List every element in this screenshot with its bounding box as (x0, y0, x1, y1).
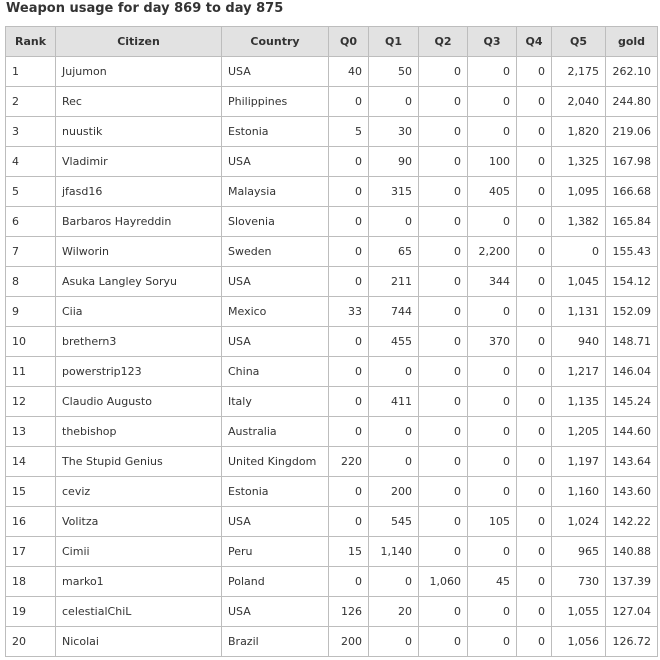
q1-cell: 0 (369, 417, 419, 447)
q2-cell: 0 (419, 627, 468, 657)
q4-cell: 0 (517, 57, 552, 87)
q1-cell: 50 (369, 57, 419, 87)
q3-cell: 105 (468, 507, 517, 537)
q4-cell: 0 (517, 567, 552, 597)
gold-cell: 152.09 (606, 297, 658, 327)
q2-cell: 0 (419, 597, 468, 627)
q0-cell: 0 (329, 87, 369, 117)
q3-cell: 0 (468, 87, 517, 117)
citizen-cell: ceviz (56, 477, 222, 507)
q5-cell: 1,024 (552, 507, 606, 537)
citizen-cell: Wilworin (56, 237, 222, 267)
q4-cell: 0 (517, 477, 552, 507)
country-cell: USA (222, 327, 329, 357)
gold-cell: 143.60 (606, 477, 658, 507)
rank-cell: 17 (6, 537, 56, 567)
rank-cell: 4 (6, 147, 56, 177)
q4-cell: 0 (517, 117, 552, 147)
rank-cell: 6 (6, 207, 56, 237)
citizen-cell: Volitza (56, 507, 222, 537)
q0-cell: 0 (329, 237, 369, 267)
table-row (6, 207, 658, 237)
q3-cell: 370 (468, 327, 517, 357)
gold-cell: 137.39 (606, 567, 658, 597)
q2-cell: 0 (419, 177, 468, 207)
gold-cell: 144.60 (606, 417, 658, 447)
country-cell: Brazil (222, 627, 329, 657)
table-row (6, 417, 658, 447)
country-cell: USA (222, 597, 329, 627)
citizen-cell: thebishop (56, 417, 222, 447)
q3-cell: 0 (468, 537, 517, 567)
country-cell: USA (222, 147, 329, 177)
gold-cell: 148.71 (606, 327, 658, 357)
table-row (6, 477, 658, 507)
gold-cell: 142.22 (606, 507, 658, 537)
country-cell: USA (222, 507, 329, 537)
q1-cell: 0 (369, 447, 419, 477)
q0-cell: 15 (329, 537, 369, 567)
country-cell: Italy (222, 387, 329, 417)
q1-cell: 90 (369, 147, 419, 177)
q2-cell: 0 (419, 537, 468, 567)
column-header-q5: Q5 (552, 27, 606, 57)
table-row (6, 147, 658, 177)
table-row (6, 567, 658, 597)
q2-cell: 0 (419, 87, 468, 117)
q2-cell: 0 (419, 237, 468, 267)
q5-cell: 940 (552, 327, 606, 357)
citizen-cell: Jujumon (56, 57, 222, 87)
q3-cell: 344 (468, 267, 517, 297)
q5-cell: 1,325 (552, 147, 606, 177)
table-row (6, 387, 658, 417)
q3-cell: 0 (468, 447, 517, 477)
citizen-cell: marko1 (56, 567, 222, 597)
q0-cell: 40 (329, 57, 369, 87)
q0-cell: 0 (329, 267, 369, 297)
country-cell: Sweden (222, 237, 329, 267)
table-row (6, 267, 658, 297)
q5-cell: 965 (552, 537, 606, 567)
rank-cell: 18 (6, 567, 56, 597)
q1-cell: 30 (369, 117, 419, 147)
q3-cell: 0 (468, 387, 517, 417)
q2-cell: 0 (419, 387, 468, 417)
citizen-cell: Claudio Augusto (56, 387, 222, 417)
q4-cell: 0 (517, 177, 552, 207)
table-row (6, 627, 658, 657)
q1-cell: 545 (369, 507, 419, 537)
q2-cell: 0 (419, 207, 468, 237)
q2-cell: 0 (419, 417, 468, 447)
q0-cell: 126 (329, 597, 369, 627)
q1-cell: 65 (369, 237, 419, 267)
q2-cell: 0 (419, 147, 468, 177)
country-cell: Malaysia (222, 177, 329, 207)
column-header-q3: Q3 (468, 27, 517, 57)
q1-cell: 20 (369, 597, 419, 627)
q1-cell: 0 (369, 627, 419, 657)
q3-cell: 0 (468, 417, 517, 447)
citizen-cell: Rec (56, 87, 222, 117)
q2-cell: 0 (419, 507, 468, 537)
gold-cell: 219.06 (606, 117, 658, 147)
country-cell: Estonia (222, 477, 329, 507)
q5-cell: 1,217 (552, 357, 606, 387)
q2-cell: 0 (419, 267, 468, 297)
table-body (6, 57, 658, 657)
q5-cell: 1,131 (552, 297, 606, 327)
q4-cell: 0 (517, 507, 552, 537)
q3-cell: 2,200 (468, 237, 517, 267)
rank-cell: 7 (6, 237, 56, 267)
q2-cell: 0 (419, 327, 468, 357)
q5-cell: 2,175 (552, 57, 606, 87)
q5-cell: 1,045 (552, 267, 606, 297)
q3-cell: 0 (468, 57, 517, 87)
gold-cell: 167.98 (606, 147, 658, 177)
rank-cell: 1 (6, 57, 56, 87)
q3-cell: 0 (468, 357, 517, 387)
rank-cell: 19 (6, 597, 56, 627)
q3-cell: 0 (468, 597, 517, 627)
q2-cell: 0 (419, 117, 468, 147)
gold-cell: 244.80 (606, 87, 658, 117)
q3-cell: 405 (468, 177, 517, 207)
table-row (6, 357, 658, 387)
q0-cell: 0 (329, 507, 369, 537)
rank-cell: 3 (6, 117, 56, 147)
q4-cell: 0 (517, 417, 552, 447)
weapon-usage-table (5, 26, 658, 657)
country-cell: Estonia (222, 117, 329, 147)
q1-cell: 0 (369, 207, 419, 237)
column-header-q0: Q0 (329, 27, 369, 57)
q0-cell: 220 (329, 447, 369, 477)
country-cell: Poland (222, 567, 329, 597)
gold-cell: 140.88 (606, 537, 658, 567)
q1-cell: 200 (369, 477, 419, 507)
q3-cell: 45 (468, 567, 517, 597)
table-row (6, 237, 658, 267)
rank-cell: 9 (6, 297, 56, 327)
q5-cell: 1,197 (552, 447, 606, 477)
country-cell: USA (222, 267, 329, 297)
q4-cell: 0 (517, 387, 552, 417)
rank-cell: 12 (6, 387, 56, 417)
column-header-q4: Q4 (517, 27, 552, 57)
q1-cell: 211 (369, 267, 419, 297)
column-header-gold: gold (606, 27, 658, 57)
table-row (6, 327, 658, 357)
gold-cell: 145.24 (606, 387, 658, 417)
q3-cell: 0 (468, 477, 517, 507)
q0-cell: 0 (329, 417, 369, 447)
citizen-cell: brethern3 (56, 327, 222, 357)
q4-cell: 0 (517, 537, 552, 567)
citizen-cell: The Stupid Genius (56, 447, 222, 477)
q5-cell: 1,056 (552, 627, 606, 657)
q0-cell: 200 (329, 627, 369, 657)
q5-cell: 1,055 (552, 597, 606, 627)
q3-cell: 0 (468, 207, 517, 237)
q4-cell: 0 (517, 87, 552, 117)
q0-cell: 0 (329, 357, 369, 387)
q0-cell: 0 (329, 387, 369, 417)
citizen-cell: jfasd16 (56, 177, 222, 207)
q1-cell: 1,140 (369, 537, 419, 567)
q1-cell: 0 (369, 87, 419, 117)
table-row (6, 447, 658, 477)
q3-cell: 100 (468, 147, 517, 177)
q5-cell: 1,135 (552, 387, 606, 417)
q4-cell: 0 (517, 147, 552, 177)
q4-cell: 0 (517, 597, 552, 627)
citizen-cell: Cimii (56, 537, 222, 567)
gold-cell: 126.72 (606, 627, 658, 657)
q2-cell: 1,060 (419, 567, 468, 597)
q1-cell: 0 (369, 357, 419, 387)
rank-cell: 14 (6, 447, 56, 477)
rank-cell: 5 (6, 177, 56, 207)
q2-cell: 0 (419, 447, 468, 477)
table-row (6, 297, 658, 327)
q0-cell: 0 (329, 177, 369, 207)
q4-cell: 0 (517, 297, 552, 327)
citizen-cell: Ciia (56, 297, 222, 327)
q4-cell: 0 (517, 357, 552, 387)
q4-cell: 0 (517, 327, 552, 357)
table-row (6, 597, 658, 627)
rank-cell: 16 (6, 507, 56, 537)
gold-cell: 143.64 (606, 447, 658, 477)
q0-cell: 33 (329, 297, 369, 327)
q0-cell: 0 (329, 147, 369, 177)
table-row (6, 177, 658, 207)
q5-cell: 0 (552, 237, 606, 267)
rank-cell: 13 (6, 417, 56, 447)
q0-cell: 5 (329, 117, 369, 147)
citizen-cell: celestialChiL (56, 597, 222, 627)
q4-cell: 0 (517, 207, 552, 237)
gold-cell: 154.12 (606, 267, 658, 297)
q1-cell: 0 (369, 567, 419, 597)
citizen-cell: Barbaros Hayreddin (56, 207, 222, 237)
q5-cell: 1,382 (552, 207, 606, 237)
q1-cell: 411 (369, 387, 419, 417)
q3-cell: 0 (468, 297, 517, 327)
country-cell: USA (222, 57, 329, 87)
q0-cell: 0 (329, 207, 369, 237)
citizen-cell: powerstrip123 (56, 357, 222, 387)
country-cell: China (222, 357, 329, 387)
column-header-rank: Rank (6, 27, 56, 57)
citizen-cell: Asuka Langley Soryu (56, 267, 222, 297)
column-header-q2: Q2 (419, 27, 468, 57)
q1-cell: 315 (369, 177, 419, 207)
citizen-cell: Vladimir (56, 147, 222, 177)
gold-cell: 127.04 (606, 597, 658, 627)
q3-cell: 0 (468, 627, 517, 657)
table-row (6, 57, 658, 87)
table-row (6, 117, 658, 147)
table-row (6, 507, 658, 537)
q4-cell: 0 (517, 447, 552, 477)
q5-cell: 1,160 (552, 477, 606, 507)
country-cell: United Kingdom (222, 447, 329, 477)
q5-cell: 1,205 (552, 417, 606, 447)
q0-cell: 0 (329, 327, 369, 357)
rank-cell: 15 (6, 477, 56, 507)
gold-cell: 165.84 (606, 207, 658, 237)
q5-cell: 1,095 (552, 177, 606, 207)
gold-cell: 262.10 (606, 57, 658, 87)
citizen-cell: Nicolai (56, 627, 222, 657)
q1-cell: 744 (369, 297, 419, 327)
q5-cell: 2,040 (552, 87, 606, 117)
rank-cell: 11 (6, 357, 56, 387)
column-header-country: Country (222, 27, 329, 57)
q2-cell: 0 (419, 57, 468, 87)
q2-cell: 0 (419, 357, 468, 387)
q0-cell: 0 (329, 567, 369, 597)
q5-cell: 1,820 (552, 117, 606, 147)
header-row (6, 27, 658, 57)
table-row (6, 537, 658, 567)
country-cell: Slovenia (222, 207, 329, 237)
q2-cell: 0 (419, 477, 468, 507)
q5-cell: 730 (552, 567, 606, 597)
country-cell: Australia (222, 417, 329, 447)
rank-cell: 8 (6, 267, 56, 297)
q4-cell: 0 (517, 267, 552, 297)
citizen-cell: nuustik (56, 117, 222, 147)
q0-cell: 0 (329, 477, 369, 507)
country-cell: Peru (222, 537, 329, 567)
country-cell: Mexico (222, 297, 329, 327)
page-title: Weapon usage for day 869 to day 875 (6, 1, 284, 16)
q4-cell: 0 (517, 627, 552, 657)
rank-cell: 10 (6, 327, 56, 357)
q2-cell: 0 (419, 297, 468, 327)
gold-cell: 166.68 (606, 177, 658, 207)
gold-cell: 155.43 (606, 237, 658, 267)
q1-cell: 455 (369, 327, 419, 357)
table-row (6, 87, 658, 117)
column-header-citizen: Citizen (56, 27, 222, 57)
rank-cell: 20 (6, 627, 56, 657)
q4-cell: 0 (517, 237, 552, 267)
q3-cell: 0 (468, 117, 517, 147)
column-header-q1: Q1 (369, 27, 419, 57)
country-cell: Philippines (222, 87, 329, 117)
rank-cell: 2 (6, 87, 56, 117)
gold-cell: 146.04 (606, 357, 658, 387)
